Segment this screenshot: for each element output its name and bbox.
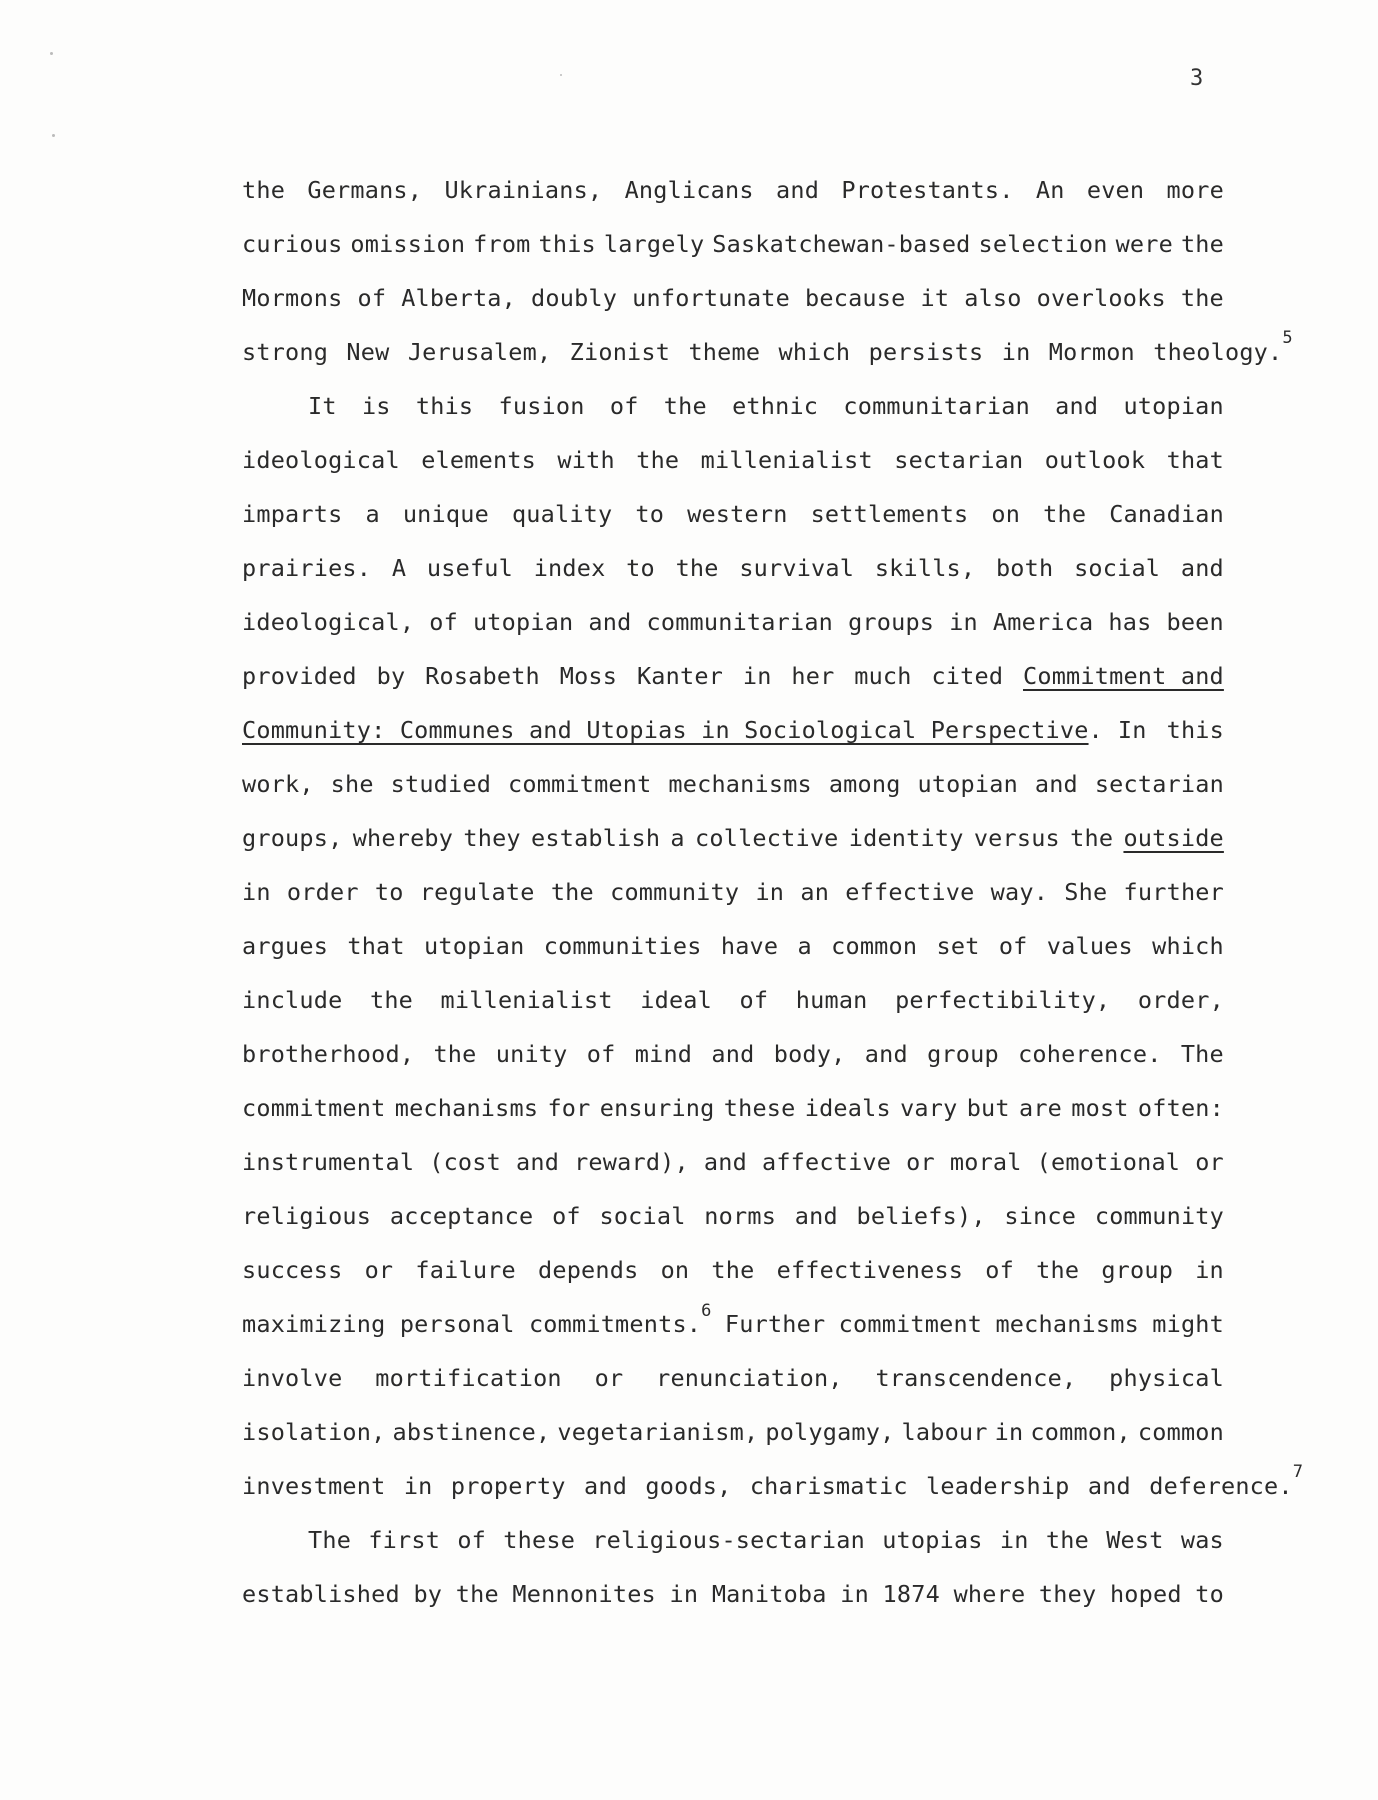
word: in <box>949 608 978 636</box>
word: human <box>795 986 868 1014</box>
text-line <box>242 284 1224 312</box>
word: this <box>1166 716 1224 744</box>
word: effective <box>845 878 975 906</box>
word: Canadian <box>1109 500 1224 528</box>
word: selection <box>978 230 1108 258</box>
word: commitment <box>508 770 652 798</box>
underlined-word: outside <box>1123 824 1224 852</box>
word: much <box>854 662 912 690</box>
word: In <box>1117 716 1147 744</box>
text-line <box>242 1256 1224 1284</box>
word: regulate <box>419 878 535 906</box>
text-line <box>308 392 1224 420</box>
word: are <box>1018 1094 1063 1122</box>
word: both <box>995 554 1054 582</box>
word: to <box>626 554 655 582</box>
word: by <box>413 1580 443 1608</box>
word: by <box>376 662 406 690</box>
word: and <box>1180 554 1224 582</box>
text-line <box>308 1526 1224 1554</box>
word: the <box>242 176 286 204</box>
word: isolation, <box>242 1418 386 1446</box>
word: omission <box>350 230 466 258</box>
word: social <box>599 1202 686 1230</box>
word: failure <box>415 1256 516 1284</box>
word: Manitoba <box>711 1580 827 1608</box>
word: polygamy, <box>765 1418 895 1446</box>
word: perfectibility, <box>895 986 1111 1014</box>
word: or <box>364 1256 394 1284</box>
word: whereby <box>352 824 454 852</box>
word: mechanisms <box>995 1310 1139 1338</box>
word: common <box>1137 1418 1224 1446</box>
word: cited <box>931 662 1004 690</box>
word: have <box>720 932 779 960</box>
text-line <box>242 554 1224 582</box>
text-line <box>242 1202 1224 1230</box>
word: among <box>828 770 901 798</box>
word: of <box>429 608 458 636</box>
word: quality <box>511 500 613 528</box>
text-line <box>242 1094 1224 1122</box>
word: to <box>374 878 404 906</box>
word: and <box>516 1148 560 1176</box>
word: collective <box>695 824 839 852</box>
word: sectarian <box>894 446 1024 474</box>
word: of <box>998 932 1028 960</box>
word: The <box>308 1526 352 1554</box>
word: order, <box>1137 986 1224 1014</box>
word: of <box>457 1526 487 1554</box>
word: success <box>242 1256 343 1284</box>
word: acceptance <box>389 1202 534 1230</box>
word: first <box>368 1526 441 1554</box>
word: millenialist <box>440 986 613 1014</box>
word: in <box>242 878 271 906</box>
word: for <box>547 1094 591 1122</box>
word: The <box>1180 1040 1224 1068</box>
word: largely <box>603 230 705 258</box>
word: and <box>1055 392 1099 420</box>
word: work, <box>242 770 314 798</box>
word: the <box>1070 824 1114 852</box>
word: of <box>586 1040 616 1068</box>
text-line <box>242 176 1224 204</box>
word: the <box>663 392 707 420</box>
word: the <box>675 554 719 582</box>
text-line <box>242 1462 1304 1500</box>
word: an <box>800 878 830 906</box>
line-text: investment in property and goods, charismatic leadership and deference. <box>242 1472 1293 1500</box>
word: in <box>669 1580 699 1608</box>
word: ensuring <box>599 1094 715 1122</box>
word: to <box>635 500 665 528</box>
text-line <box>242 230 1224 258</box>
word: she <box>330 770 374 798</box>
word: common, <box>1030 1418 1131 1446</box>
word: provided <box>242 662 357 690</box>
word: coherence. <box>1018 1040 1162 1068</box>
word: (emotional <box>1036 1148 1181 1176</box>
text-line <box>242 878 1224 906</box>
word: utopias <box>882 1526 983 1554</box>
word: utopian <box>424 932 525 960</box>
word: ethnic <box>732 392 819 420</box>
word: moral <box>949 1148 1022 1176</box>
word: where <box>953 1580 1026 1608</box>
word: useful <box>426 554 513 582</box>
word: physical <box>1109 1364 1224 1392</box>
word: skills, <box>874 554 976 582</box>
word: vary <box>900 1094 958 1122</box>
word: sectarian <box>1094 770 1224 798</box>
word: Anglicans <box>624 176 754 204</box>
word: in <box>742 662 772 690</box>
text-line <box>242 1364 1224 1392</box>
word: of <box>739 986 769 1014</box>
word: the <box>711 1256 755 1284</box>
word: Protestants. <box>841 176 1014 204</box>
word: communitarian <box>646 608 834 636</box>
word: they <box>1038 1580 1097 1608</box>
word: that <box>347 932 405 960</box>
word: which <box>1152 932 1224 960</box>
word: effectiveness <box>776 1256 964 1284</box>
text-line <box>242 716 1224 744</box>
text-line <box>242 770 1224 798</box>
word: beliefs), <box>856 1202 986 1230</box>
text-line <box>242 662 1224 690</box>
text-line <box>242 328 1293 366</box>
text-line <box>242 608 1224 636</box>
word: reward), <box>574 1148 689 1176</box>
word: Mennonites <box>512 1580 656 1608</box>
text-line <box>242 986 1224 1014</box>
word: or <box>1195 1148 1224 1176</box>
word: this <box>538 230 596 258</box>
word: more <box>1166 176 1224 204</box>
word: since <box>1004 1202 1077 1230</box>
word: fusion <box>498 392 585 420</box>
word: the <box>636 446 680 474</box>
word: Further <box>724 1310 826 1338</box>
word: Mormons <box>242 284 343 312</box>
word: western <box>687 500 788 528</box>
scan-speck <box>50 52 53 55</box>
word: She <box>1064 878 1108 906</box>
word: it <box>920 284 950 312</box>
word: community <box>610 878 740 906</box>
footnote-ref-7: 7 <box>1292 1462 1304 1482</box>
word: unfortunate <box>632 284 790 312</box>
word: Ukrainians, <box>444 176 603 204</box>
word: utopian <box>917 770 1018 798</box>
word: in <box>1195 1256 1224 1284</box>
word: commitment <box>838 1310 983 1338</box>
word: A <box>391 554 407 582</box>
word: groups <box>848 608 935 636</box>
word: 1874 <box>882 1580 940 1608</box>
word: unity <box>495 1040 568 1068</box>
word: Moss <box>559 662 618 690</box>
word: been <box>1166 608 1224 636</box>
word: mechanisms <box>394 1094 539 1122</box>
scan-speck <box>52 134 55 137</box>
word: mind <box>634 1040 693 1068</box>
text-line <box>242 1301 1224 1338</box>
word: of <box>357 284 387 312</box>
text-line <box>242 1040 1224 1068</box>
word: these <box>723 1094 796 1122</box>
word: Alberta, <box>401 284 516 312</box>
word: the <box>455 1580 499 1608</box>
word: has <box>1108 608 1152 636</box>
word: unique <box>402 500 489 528</box>
word: survival <box>739 554 855 582</box>
word: further <box>1123 878 1224 906</box>
word: religious-sectarian <box>592 1526 865 1554</box>
word: mechanisms <box>668 770 812 798</box>
word: these <box>503 1526 576 1554</box>
word: It <box>308 392 337 420</box>
line-text: maximizing personal commitments. <box>242 1310 702 1338</box>
word: body, <box>773 1040 846 1068</box>
word: the <box>433 1040 477 1068</box>
word: studied <box>390 770 492 798</box>
word: Rosabeth <box>425 662 540 690</box>
word: mortification <box>375 1364 562 1392</box>
word: vegetarianism, <box>557 1418 759 1446</box>
word: established <box>242 1580 400 1608</box>
word: imparts <box>242 500 343 528</box>
word: millenialist <box>700 446 873 474</box>
word: outlook <box>1044 446 1146 474</box>
word: index <box>533 554 606 582</box>
word: in <box>755 878 785 906</box>
word: of <box>552 1202 581 1230</box>
word: An <box>1035 176 1065 204</box>
word: also <box>964 284 1022 312</box>
scan-speck <box>560 74 562 76</box>
word: of <box>985 1256 1014 1284</box>
line-text: . <box>1088 716 1103 744</box>
word: elements <box>421 446 537 474</box>
text-line <box>242 1418 1224 1446</box>
word: commitment <box>242 1094 386 1122</box>
word: identity <box>848 824 964 852</box>
word: argues <box>242 932 329 960</box>
word: the <box>1036 1256 1080 1284</box>
word: and <box>1034 770 1078 798</box>
word: America <box>992 608 1094 636</box>
word: in <box>999 1526 1029 1554</box>
word: ideological <box>242 446 400 474</box>
word: might <box>1152 1310 1224 1338</box>
word: renunciation, <box>656 1364 843 1392</box>
word: group <box>1101 1256 1174 1284</box>
word: communities <box>543 932 702 960</box>
word: ideal <box>640 986 713 1014</box>
word: labour <box>901 1418 988 1446</box>
word: religious <box>242 1202 372 1230</box>
word: utopian <box>1123 392 1224 420</box>
word: and <box>794 1202 838 1230</box>
word: but <box>966 1094 1010 1122</box>
text-line <box>242 1580 1224 1608</box>
word: is <box>361 392 391 420</box>
word: and <box>864 1040 908 1068</box>
word: a <box>365 500 380 528</box>
book-title: Community: Communes and Utopias in Sociological Perspective <box>242 716 1089 744</box>
text-line <box>242 446 1224 474</box>
word: abstinence, <box>392 1418 551 1446</box>
word: transcendence, <box>875 1364 1077 1392</box>
word: to <box>1195 1580 1224 1608</box>
word: or <box>594 1364 624 1392</box>
word: versus <box>973 824 1060 852</box>
word: ideological, <box>242 608 415 636</box>
word: groups, <box>242 824 343 852</box>
word: the <box>1180 230 1224 258</box>
line-text: strong New Jerusalem, Zionist theme which persists in Mormon theology. <box>242 338 1283 366</box>
footnote-ref-6: 6 <box>701 1301 712 1321</box>
word: group <box>927 1040 999 1068</box>
word: social <box>1074 554 1161 582</box>
word: set <box>936 932 980 960</box>
word: most <box>1071 1094 1129 1122</box>
word: order <box>286 878 359 906</box>
word: and <box>776 176 820 204</box>
word: communitarian <box>843 392 1030 420</box>
text-line <box>242 824 1224 852</box>
word: Kanter <box>636 662 724 690</box>
word: the <box>550 878 594 906</box>
word: on <box>660 1256 690 1284</box>
word: depends <box>538 1256 639 1284</box>
word: a <box>797 932 812 960</box>
word: involve <box>242 1364 343 1392</box>
word: in <box>994 1418 1024 1446</box>
word: and <box>711 1040 755 1068</box>
word: her <box>791 662 835 690</box>
word: Germans, <box>307 176 423 204</box>
page-number: 3 <box>1190 66 1204 91</box>
word: instrumental <box>242 1148 415 1176</box>
word: from <box>473 230 531 258</box>
word: brotherhood, <box>242 1040 415 1068</box>
word: on <box>991 500 1021 528</box>
word: or <box>906 1148 935 1176</box>
word: and <box>703 1148 747 1176</box>
word: community <box>1094 1202 1224 1230</box>
text-line <box>242 500 1224 528</box>
word: ideals <box>804 1094 891 1122</box>
word: often: <box>1137 1094 1224 1122</box>
word: a <box>670 824 685 852</box>
word: was <box>1180 1526 1224 1554</box>
word: norms <box>704 1202 777 1230</box>
word: include <box>242 986 343 1014</box>
word: utopian <box>472 608 574 636</box>
word: the <box>1043 500 1087 528</box>
word: they <box>463 824 521 852</box>
word: affective <box>761 1148 892 1176</box>
word: the <box>1180 284 1224 312</box>
text-line <box>242 1148 1224 1176</box>
book-title: Commitment and <box>1023 662 1224 690</box>
word: West <box>1106 1526 1164 1554</box>
text-line <box>242 932 1224 960</box>
footnote-ref-5: 5 <box>1282 328 1293 348</box>
word: and <box>588 608 632 636</box>
word: prairies. <box>242 554 372 582</box>
word: of <box>609 392 639 420</box>
word: (cost <box>429 1148 501 1176</box>
word: common <box>831 932 918 960</box>
word: settlements <box>810 500 969 528</box>
word: because <box>805 284 906 312</box>
word: that <box>1166 446 1224 474</box>
word: with <box>557 446 615 474</box>
word: curious <box>242 230 343 258</box>
word: were <box>1115 230 1173 258</box>
word: in <box>840 1580 869 1608</box>
word: even <box>1086 176 1145 204</box>
word: way. <box>990 878 1049 906</box>
word: doubly <box>531 284 618 312</box>
word: this <box>415 392 474 420</box>
word: overlooks <box>1036 284 1166 312</box>
word: the <box>1045 1526 1089 1554</box>
word: establish <box>531 824 661 852</box>
word: the <box>369 986 414 1014</box>
word: hoped <box>1109 1580 1182 1608</box>
word: values <box>1046 932 1133 960</box>
word: Saskatchewan-based <box>712 230 971 258</box>
